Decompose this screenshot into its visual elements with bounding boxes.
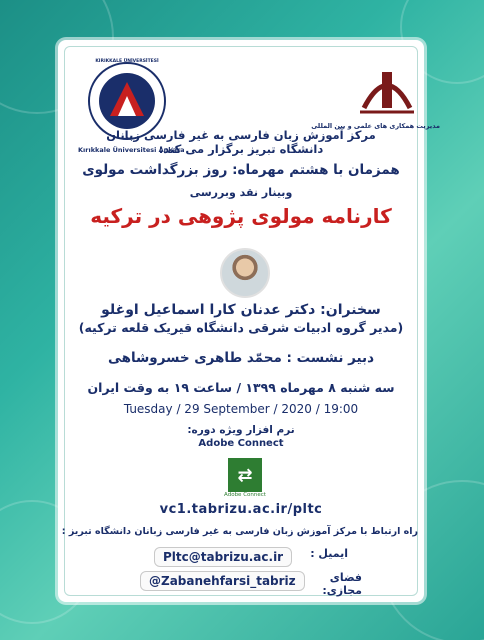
email-value[interactable]: Pltc@tabrizu.ac.ir	[154, 547, 292, 567]
datetime-en: Tuesday / 29 September / 2020 / 19:00	[123, 402, 359, 416]
social-label: فضای مجازی:	[322, 571, 362, 597]
datetime-fa: سه شنبه ۸ مهرماه ۱۳۹۹ / ساعت ۱۹ به وقت ایران	[87, 380, 395, 395]
email-label: ایمیل :	[310, 547, 348, 560]
social-row	[140, 570, 305, 591]
event-title: کارنامه مولوی پژوهی در ترکیه	[90, 204, 392, 228]
kirikkale-caption: Kırıkkale Üniversitesi Ankara	[78, 146, 185, 154]
event-type: وبینار نقد وبررسی	[189, 186, 293, 199]
speaker-name: سخنران: دکتر عدنان کارا اسماعیل اوغلو	[101, 302, 381, 318]
poster-card	[58, 40, 440, 602]
software-name: Adobe Connect	[198, 438, 284, 449]
social-value[interactable]: @Zabanehfarsi_tabriz	[140, 571, 305, 591]
webinar-link[interactable]: vc1.tabrizu.ac.ir/pltc	[159, 502, 323, 517]
occasion-text: همزمان با هشتم مهرماه: روز بزرگداشت مولوی	[82, 162, 400, 178]
tabriz-emblem-icon	[354, 58, 420, 120]
header-line2: دانشگاه تبریز برگزار می کند:	[158, 142, 324, 156]
header-line1: مرکز آموزش زبان فارسی به غیر فارسی زبانان	[106, 128, 376, 142]
email-row	[154, 546, 292, 567]
speaker-affiliation: (مدیر گروه ادبیات شرقی دانشگاه قیریک قلعه ترکیه)	[78, 320, 404, 335]
software-label: نرم افزار ویژه دوره:	[187, 424, 295, 436]
adobe-caption: Adobe Connect	[224, 492, 266, 498]
adobe-glyph: ⇄	[237, 464, 253, 486]
contact-heading: راه ارتباط با مرکز آموزش زبان فارسی به غیر فارسی زبانان دانشگاه تبریز :	[61, 526, 418, 537]
speaker-photo	[220, 248, 270, 298]
adobe-connect-icon	[228, 458, 262, 492]
tabriz-caption: مدیریت همکاری های علمی و بین المللی	[311, 122, 440, 130]
secretary: دبیر نشست : محمّد طاهری خسروشاهی	[107, 350, 375, 366]
emblem-text: KIRIKKALE ÜNİVERSİTESİ	[95, 59, 159, 64]
